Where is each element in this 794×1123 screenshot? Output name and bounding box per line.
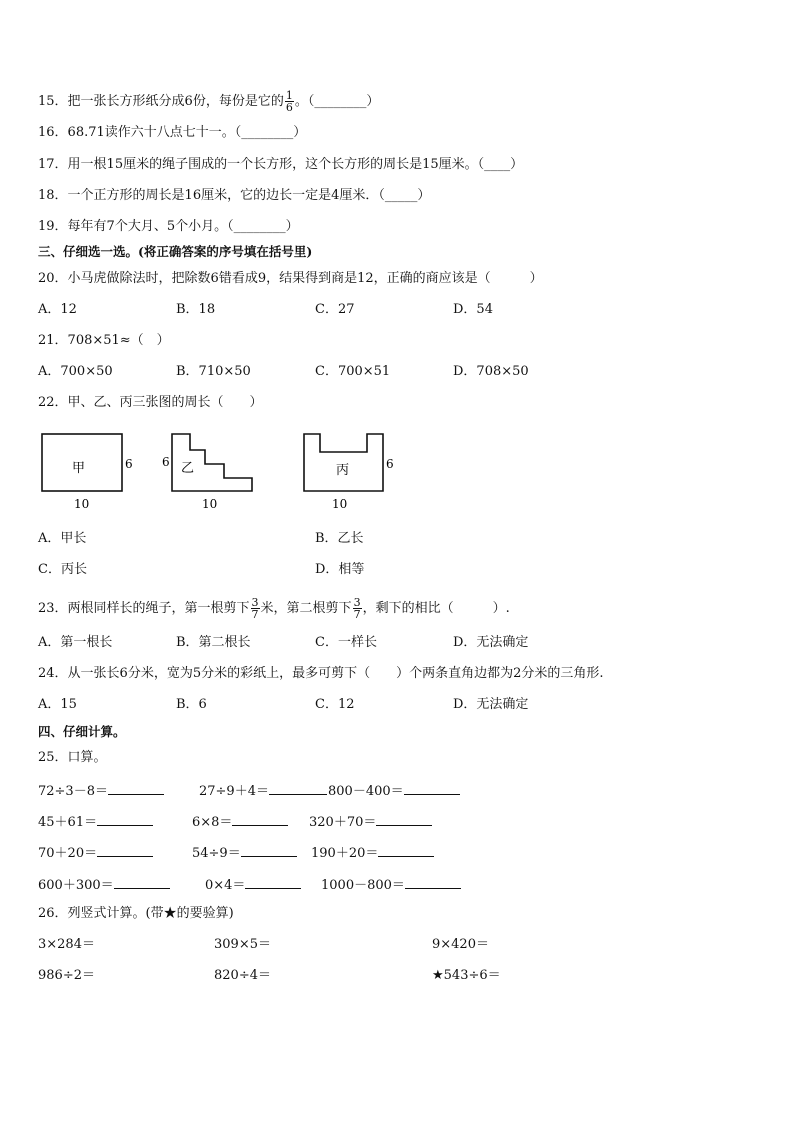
q25-item: 0×4＝ <box>205 875 301 894</box>
q21-option-d: D．708×50 <box>453 364 529 379</box>
q25-item: 800－400＝ <box>328 781 460 800</box>
q22-figures <box>30 428 450 518</box>
q25-item: 190＋20＝ <box>311 843 434 862</box>
q20-option-b: B．18 <box>176 302 216 317</box>
q26-item: 820÷4＝ <box>214 968 271 983</box>
q15-text: 15．把一张长方形纸分成6份，每份是它的 <box>38 94 284 109</box>
q23-option-a: A．第一根长 <box>38 635 113 650</box>
q26-title: 26．列竖式计算。(带★的要验算) <box>38 906 234 921</box>
question-18: 18．一个正方形的周长是16厘米，它的边长一定是4厘米．（_____） <box>38 188 431 203</box>
figure-jia-side: 6 <box>125 457 133 471</box>
q20-option-a: A．12 <box>38 302 77 317</box>
q22-option-b: B．乙长 <box>315 531 364 546</box>
q24-option-b: B．6 <box>176 697 207 712</box>
question-19: 19．每年有7个大月、5个小月。（________） <box>38 219 299 234</box>
q21-option-a: A．700×50 <box>38 364 113 379</box>
figure-jia-label: 甲 <box>72 461 86 476</box>
q21-option-b: B．710×50 <box>176 364 251 379</box>
q23-option-c: C．一样长 <box>315 635 377 650</box>
figure-bing-base: 10 <box>332 497 348 511</box>
question-21: 21．708×51≈（ ） <box>38 333 170 348</box>
q24-option-d: D．无法确定 <box>453 697 529 712</box>
q26-item: ★543÷6＝ <box>432 968 501 983</box>
answer-blank[interactable] <box>405 875 461 889</box>
q25-item: 72÷3－8＝ <box>38 781 164 800</box>
answer-blank[interactable] <box>108 781 164 795</box>
figure-bing-label: 丙 <box>336 463 350 478</box>
answer-blank[interactable] <box>245 875 301 889</box>
question-20: 20．小马虎做除法时，把除数6错看成9，结果得到商是12，正确的商应该是（ ） <box>38 271 543 286</box>
q25-item: 6×8＝ <box>192 812 288 831</box>
q25-item: 70＋20＝ <box>38 843 153 862</box>
q21-option-c: C．700×51 <box>315 364 391 379</box>
q25-item: 1000－800＝ <box>321 875 461 894</box>
answer-blank[interactable] <box>232 812 288 826</box>
q23-fraction-2: $\frac{3}{7}$ <box>353 596 361 621</box>
figure-yi-label: 乙 <box>181 461 195 476</box>
q15-fraction: $\frac{1}{6}$ <box>285 89 293 114</box>
question-17: 17．用一根15厘米的绳子围成的一个长方形，这个长方形的周长是15厘米。（____） <box>38 157 524 172</box>
q23-option-d: D．无法确定 <box>453 635 529 650</box>
question-22: 22．甲、乙、丙三张图的周长（ ） <box>38 395 263 410</box>
q26-item: 986÷2＝ <box>38 968 95 983</box>
answer-blank[interactable] <box>269 781 327 795</box>
answer-blank[interactable] <box>404 781 460 795</box>
question-15 <box>38 90 379 113</box>
figure-yi-side: 6 <box>162 455 170 469</box>
answer-blank[interactable] <box>378 843 434 857</box>
q25-item: 320＋70＝ <box>309 812 432 831</box>
q25-item: 600＋300＝ <box>38 875 170 894</box>
q26-item: 3×284＝ <box>38 937 95 952</box>
q26-item: 309×5＝ <box>214 937 271 952</box>
figure-bing-side: 6 <box>386 457 394 471</box>
q25-item: 45＋61＝ <box>38 812 153 831</box>
answer-blank[interactable] <box>97 843 153 857</box>
q24-option-a: A．15 <box>38 697 77 712</box>
question-24: 24．从一张长6分米，宽为5分米的彩纸上，最多可剪下（ ）个两条直角边都为2分米的三角形. <box>38 666 604 681</box>
figure-yi-base: 10 <box>202 497 218 511</box>
q20-option-d: D．54 <box>453 302 493 317</box>
q20-option-c: C．27 <box>315 302 355 317</box>
q25-item: 27÷9＋4＝ <box>199 781 327 800</box>
section-4-title: 四、仔细计算。 <box>38 724 126 739</box>
q25-item: 54÷9＝ <box>192 843 297 862</box>
q26-item: 9×420＝ <box>432 937 489 952</box>
answer-blank[interactable] <box>97 812 153 826</box>
q23-fraction-1: $\frac{3}{7}$ <box>251 596 259 621</box>
answer-blank[interactable] <box>241 843 297 857</box>
answer-blank[interactable] <box>376 812 432 826</box>
q22-option-a: A．甲长 <box>38 531 87 546</box>
q22-option-c: C．丙长 <box>38 562 87 577</box>
q15-answer-blank: 。（________） <box>294 94 380 109</box>
q23-option-b: B．第二根长 <box>176 635 251 650</box>
q22-option-d: D．相等 <box>315 562 365 577</box>
question-23: 23．两根同样长的绳子，第一根剪下 $\frac{3}{7}$ 米，第二根剪下 $\frac{3}{7}$ ，剩下的相比（ ）. <box>38 596 510 621</box>
figure-jia-base: 10 <box>74 497 90 511</box>
q24-option-c: C．12 <box>315 697 355 712</box>
section-3-title: 三、仔细选一选。(将正确答案的序号填在括号里) <box>38 244 313 259</box>
answer-blank[interactable] <box>114 875 170 889</box>
question-16: 16．68.71读作六十八点七十一。（________） <box>38 125 307 140</box>
q25-title: 25．口算。 <box>38 750 107 765</box>
